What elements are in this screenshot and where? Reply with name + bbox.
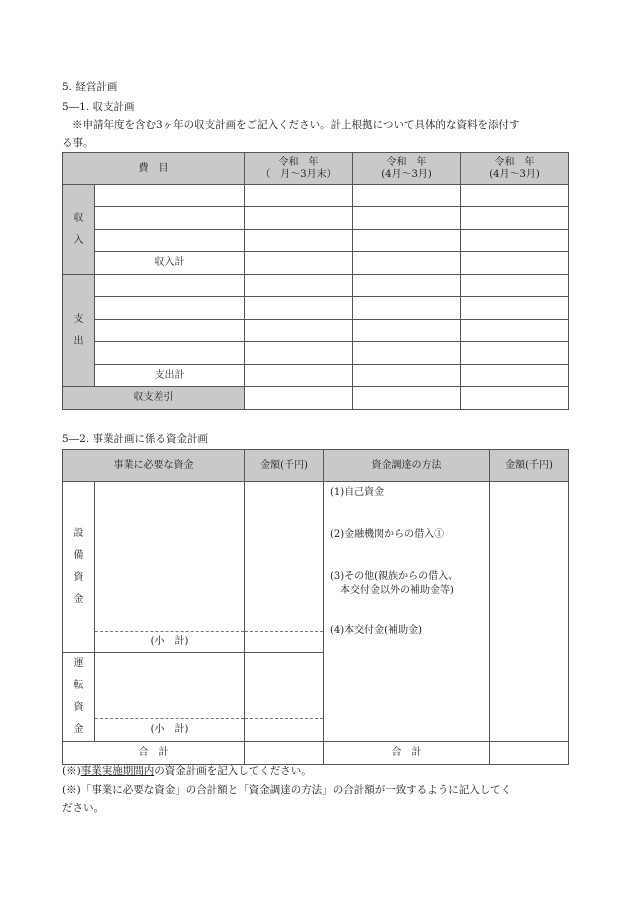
equipment-subtotal-cell[interactable] — [245, 632, 324, 653]
expense-total-cell[interactable] — [461, 365, 569, 387]
income-value-cell[interactable] — [353, 185, 461, 207]
equipment-funds-cell[interactable] — [95, 482, 245, 632]
equipment-subtotal-label: (小 計) — [95, 632, 245, 653]
expense-total-cell[interactable] — [353, 365, 461, 387]
method-own-funds: (1)自己資金 — [330, 487, 385, 498]
instruction-note: ※申請年度を含む3ヶ年の収支計画をご記入ください。計上根拠について具体的な資料を添付す — [72, 119, 520, 131]
income-item-cell[interactable] — [95, 185, 245, 207]
header-amount: 金額(千円) — [245, 450, 324, 482]
income-value-cell[interactable] — [245, 185, 353, 207]
header-period-3: 令和 年 (4月～3月) — [461, 153, 569, 185]
expense-value-cell[interactable] — [245, 320, 353, 342]
income-total-label: 収入計 — [95, 252, 245, 275]
expense-value-cell[interactable] — [353, 275, 461, 297]
funding-plan-heading: 5―2. 事業計画に係る資金計画 — [62, 433, 209, 445]
expense-value-cell[interactable] — [461, 297, 569, 320]
balance-cell[interactable] — [245, 387, 353, 410]
expense-value-cell[interactable] — [353, 320, 461, 342]
equipment-funds-label: 設備資金 — [63, 482, 95, 653]
income-value-cell[interactable] — [353, 230, 461, 252]
income-total-cell[interactable] — [245, 252, 353, 275]
method-grant: (4)本交付金(補助金) — [330, 625, 422, 636]
balance-cell[interactable] — [353, 387, 461, 410]
income-expense-table — [62, 152, 569, 410]
needs-total-label: 合 計 — [63, 742, 245, 765]
balance-cell[interactable] — [461, 387, 569, 410]
header-amount-2: 金額(千円) — [490, 450, 569, 482]
method-amount-cell[interactable] — [490, 482, 569, 742]
income-total-cell[interactable] — [353, 252, 461, 275]
income-value-cell[interactable] — [245, 230, 353, 252]
operating-subtotal-cell[interactable] — [245, 718, 324, 741]
expense-item-cell[interactable] — [95, 275, 245, 297]
operating-subtotal-label: (小 計) — [95, 718, 245, 741]
header-period-1: 令和 年 （ 月～3月末） — [245, 153, 353, 185]
instruction-note-cont: る事。 — [62, 137, 94, 149]
income-plan-heading: 5―1. 収支計画 — [62, 101, 135, 113]
expense-value-cell[interactable] — [245, 342, 353, 365]
equipment-amount-cell[interactable] — [245, 482, 324, 632]
expense-value-cell[interactable] — [461, 320, 569, 342]
income-label: 収入 — [63, 185, 95, 275]
implementation-period-text: 事業実施期間内 — [80, 765, 155, 777]
income-value-cell[interactable] — [353, 207, 461, 230]
method-bank-loan: (2)金融機関からの借入① — [330, 529, 445, 540]
method-other: (3)その他(親族からの借入、 — [330, 571, 459, 582]
income-value-cell[interactable] — [245, 207, 353, 230]
income-item-cell[interactable] — [95, 207, 245, 230]
footnote-2: (※)「事業に必要な資金」の合計額と「資金調達の方法」の合計額が一致するように記入してく — [62, 784, 512, 796]
expense-item-cell[interactable] — [95, 297, 245, 320]
operating-funds-label: 運転資金 — [63, 653, 95, 742]
expense-item-cell[interactable] — [95, 342, 245, 365]
balance-label: 収支差引 — [63, 387, 245, 410]
expense-total-cell[interactable] — [245, 365, 353, 387]
section-title: 5. 経営計画 — [62, 81, 118, 93]
header-item: 費 目 — [63, 153, 245, 185]
expense-total-label: 支出計 — [95, 365, 245, 387]
funding-methods — [324, 482, 490, 742]
header-method: 資金調達の方法 — [324, 450, 490, 482]
method-total-cell[interactable] — [490, 742, 569, 765]
income-item-cell[interactable] — [95, 230, 245, 252]
income-value-cell[interactable] — [461, 207, 569, 230]
operating-funds-cell[interactable] — [95, 653, 245, 719]
income-value-cell[interactable] — [461, 230, 569, 252]
expense-value-cell[interactable] — [245, 297, 353, 320]
expense-value-cell[interactable] — [245, 275, 353, 297]
income-total-cell[interactable] — [461, 252, 569, 275]
expense-value-cell[interactable] — [353, 297, 461, 320]
header-needs: 事業に必要な資金 — [63, 450, 245, 482]
header-period-2: 令和 年 (4月～3月) — [353, 153, 461, 185]
footnote-2-cont: ださい。 — [62, 802, 104, 814]
expense-value-cell[interactable] — [461, 275, 569, 297]
funding-plan-table — [62, 449, 569, 765]
income-value-cell[interactable] — [461, 185, 569, 207]
expense-value-cell[interactable] — [353, 342, 461, 365]
needs-total-cell[interactable] — [245, 742, 324, 765]
expense-value-cell[interactable] — [461, 342, 569, 365]
method-total-label: 合 計 — [324, 742, 490, 765]
footnote-1: (※)事業実施期間内の資金計画を記入してください。 — [62, 765, 312, 777]
expense-label: 支出 — [63, 275, 95, 387]
expense-item-cell[interactable] — [95, 320, 245, 342]
operating-amount-cell[interactable] — [245, 653, 324, 719]
method-other-detail: 本交付金以外の補助金等) — [340, 585, 454, 596]
